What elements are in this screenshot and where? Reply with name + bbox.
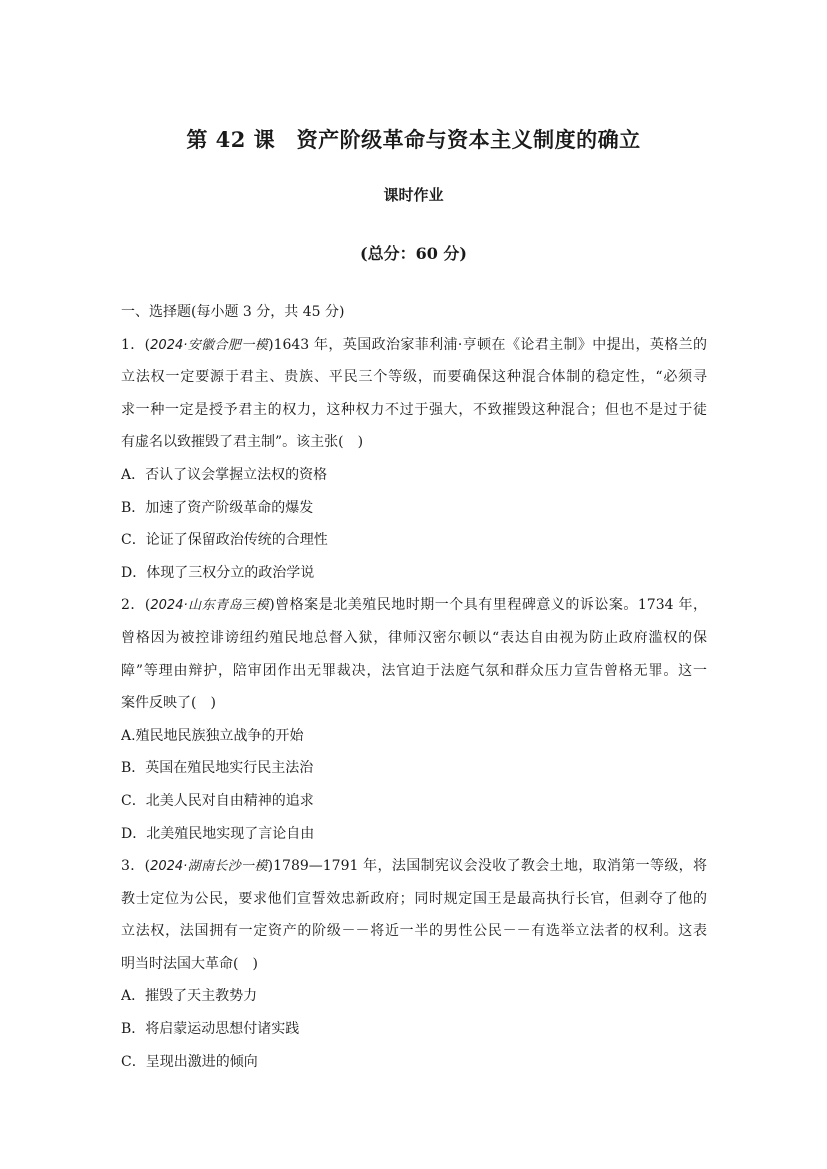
question-stem-line: 教士定位为公民，要求他们宣誓效忠新政府；同时规定国王是最高执行长官，但剥夺了他的: [121, 890, 707, 907]
question-stem-line: 明当时法国大革命( ): [121, 955, 258, 972]
question-content: [121, 296, 707, 1078]
question-text: )曾格案是北美殖民地时期一个具有里程碑意义的诉讼案。1734 年，: [269, 597, 707, 614]
total-score: (总分：60 分): [360, 244, 467, 263]
question-stem-line: [121, 589, 707, 622]
option-c: C．呈现出激进的倾向: [121, 1053, 258, 1070]
question-text: )1789—1791 年，法国制宪议会没收了教会土地，取消第一等级，将: [267, 858, 707, 875]
option-b: B．加速了资产阶级革命的爆发: [121, 499, 314, 516]
question-stem-line: 有虚名以致摧毁了君主制”。该主张( ): [121, 434, 364, 451]
page-title: 第 42 课 资产阶级革命与资本主义制度的确立: [186, 127, 641, 152]
question-source: 2024·山东青岛三模: [150, 598, 270, 614]
option-d: D．体现了三权分立的政治学说: [121, 564, 315, 581]
section-heading: 一、选择题(每小题 3 分，共 45 分): [121, 304, 345, 320]
option-d: D．北美殖民地实现了言论自由: [121, 825, 315, 842]
question-stem-line: [121, 329, 707, 362]
question-stem-line: [121, 850, 707, 883]
question-source: 2024·安徽合肥一模: [150, 337, 269, 353]
question-2: [121, 589, 707, 850]
question-stem-line: 曾格因为被控诽谤纽约殖民地总督入狱，律师汉密尔顿以“表达自由视为防止政府滥权的保: [121, 629, 707, 646]
question-text: )1643 年，英国政治家菲利浦·亨顿在《论君主制》中提出，英格兰的: [268, 336, 707, 353]
page-subtitle: 课时作业: [383, 186, 444, 204]
question-stem-line: 求一种一定是授予君主的权力，这种权力不过于强大，不致摧毁这种混合；但也不是过于徒: [121, 401, 707, 418]
option-b: B．英国在殖民地实行民主法治: [121, 760, 314, 777]
option-a: A．否认了议会掌握立法权的资格: [121, 466, 328, 483]
option-b: B．将启蒙运动思想付诸实践: [121, 1021, 300, 1038]
question-number: 1．(: [121, 336, 151, 353]
question-3: [121, 850, 707, 1078]
option-a: A.殖民地民族独立战争的开始: [121, 727, 304, 744]
question-stem-line: 案件反映了( ): [121, 695, 216, 712]
question-stem-line: 立法权一定要源于君主、贵族、平民三个等级，而要确保这种混合体制的稳定性，“必须寻: [121, 369, 707, 386]
question-stem-line: 立法权，法国拥有一定资产的阶级－－将近一半的男性公民－－有选举立法者的权利。这表: [121, 923, 707, 940]
question-stem-line: 障”等理由辩护，陪审团作出无罪裁决，法官迫于法庭气氛和群众压力宣告曾格无罪。这一: [121, 662, 707, 679]
question-number: 3．(: [121, 858, 151, 875]
question-number: 2．(: [121, 597, 151, 614]
option-a: A．摧毁了天主教势力: [121, 988, 258, 1005]
option-c: C．北美人民对自由精神的追求: [121, 792, 314, 809]
question-source: 2024·湖南长沙一模: [150, 859, 268, 875]
option-c: C．论证了保留政治传统的合理性: [121, 532, 328, 549]
question-1: [121, 329, 707, 590]
